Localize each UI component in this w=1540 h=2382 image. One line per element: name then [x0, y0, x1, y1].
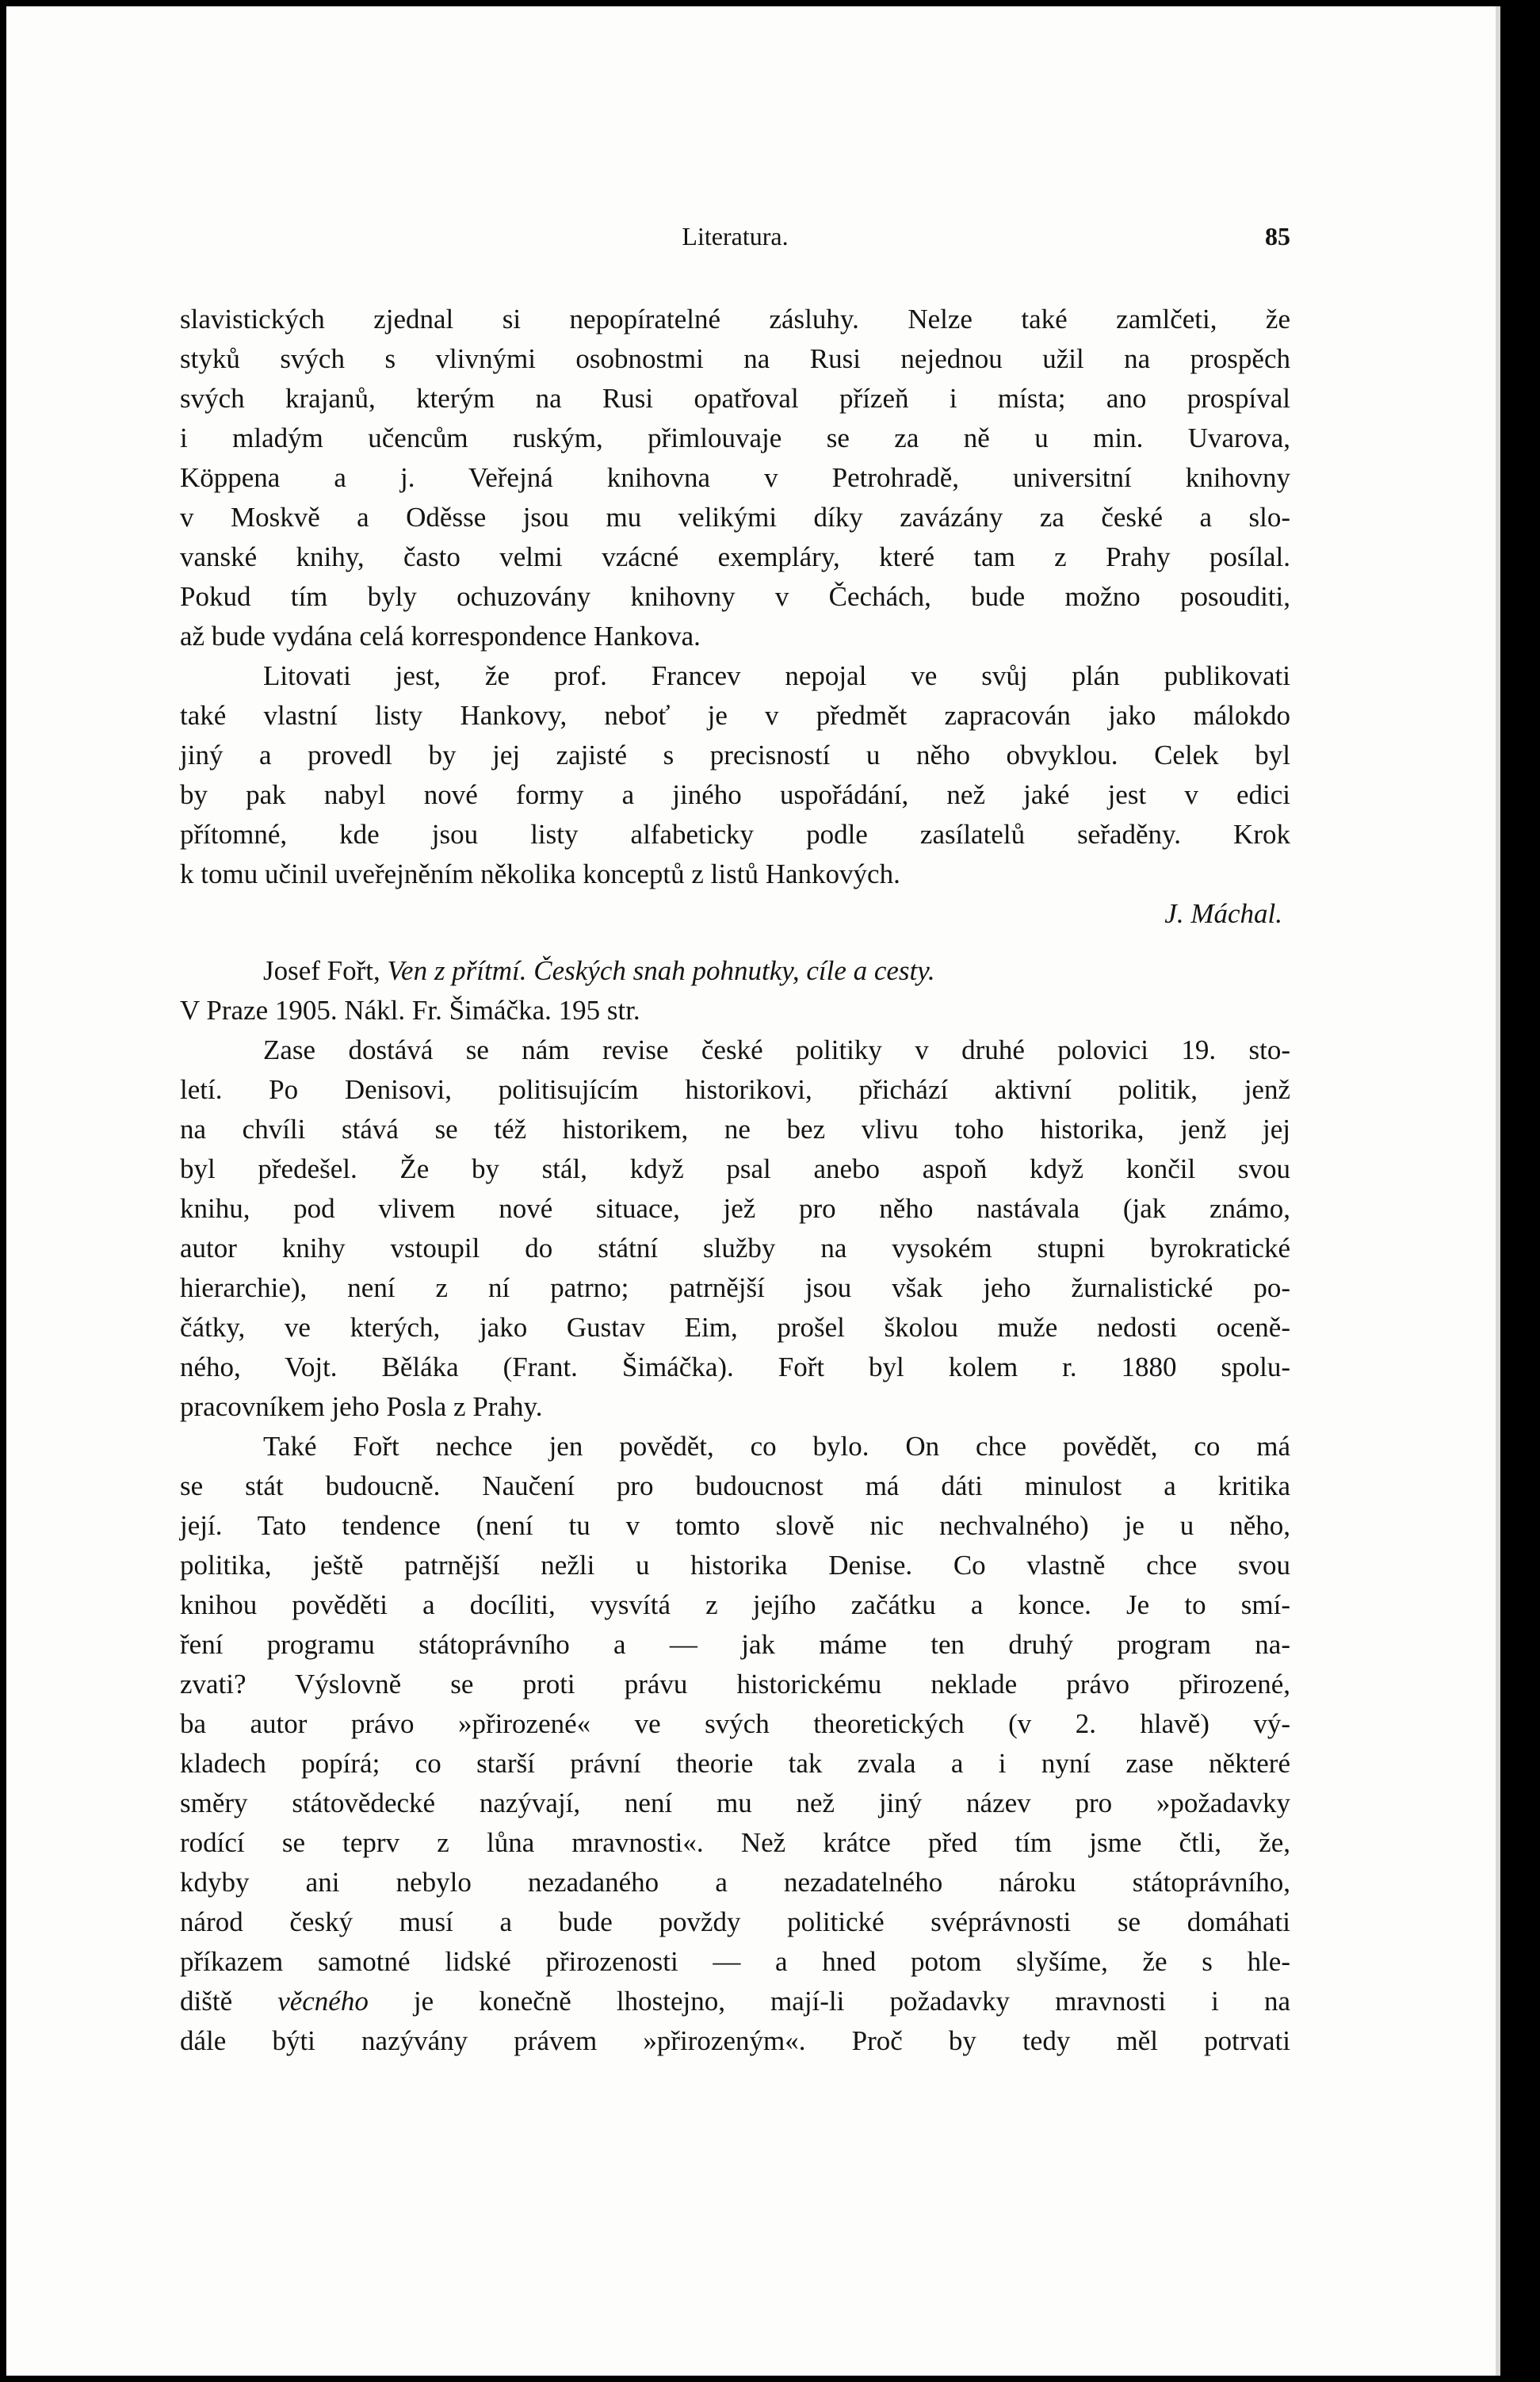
text-line: letí. Po Denisovi, politisujícím historikovi, přichází aktivní politik, jenž	[180, 1074, 1290, 1105]
text-line: politika, ještě patrnější nežli u historika Denise. Co vlastně chce svou	[180, 1550, 1290, 1581]
text-line-mixed	[180, 1982, 1290, 2021]
body-text	[180, 300, 1290, 2061]
text-line: kdyby ani nebylo nezadaného a nezadatelného nároku státoprávního,	[180, 1867, 1290, 1898]
paragraph-4	[180, 1427, 1290, 2061]
text-line: směry státovědecké nazývají, není mu než jiný název pro »požadavky	[180, 1787, 1290, 1818]
paragraph-1	[180, 300, 1290, 656]
scanned-page	[6, 6, 1500, 2376]
text-line: vanské knihy, často velmi vzácné exempláry, které tam z Prahy posílal.	[180, 541, 1290, 572]
text-line: pracovníkem jeho Posla z Prahy.	[180, 1391, 543, 1422]
text-line: kladech popírá; co starší právní theorie tak zvala a i nyní zase některé	[180, 1748, 1290, 1779]
running-title: Literatura.	[682, 222, 789, 250]
text-line: knihou pověděti a docíliti, vysvítá z jejího začátku a konce. Je to smí-	[180, 1589, 1290, 1620]
text-fragment: diště	[180, 1986, 233, 2017]
author-signature: J. Máchal.	[1164, 898, 1282, 929]
text-line: až bude vydána celá korrespondence Hankova.	[180, 621, 701, 652]
text-line: Köppena a j. Veřejná knihovna v Petrohradě, universitní knihovny	[180, 462, 1290, 493]
page-number: 85	[1265, 222, 1290, 250]
text-line: hierarchie), není z ní patrno; patrnější jsou však jeho žurnalistické po-	[180, 1272, 1290, 1303]
text-line: Také Fořt nechce jen povědět, co bylo. On chce povědět, co má	[263, 1431, 1290, 1462]
text-line: se stát budoucně. Naučení pro budoucnost má dáti minulost a kritika	[180, 1470, 1290, 1501]
text-line: ření programu státoprávního a — jak máme ten druhý program na-	[180, 1629, 1290, 1660]
paragraph-2	[180, 656, 1290, 934]
text-line: zvati? Výslovně se proti právu historickému neklade právo přirozené,	[180, 1669, 1290, 1700]
text-line: rodící se teprv z lůna mravnosti«. Než krátce před tím jsme čtli, že,	[180, 1827, 1290, 1858]
text-line: styků svých s vlivnými osobnostmi na Rusi nejednou užil na prospěch	[180, 343, 1290, 374]
text-line: autor knihy vstoupil do státní služby na vysokém stupni byrokratické	[180, 1233, 1290, 1264]
text-line: v Moskvě a Oděsse jsou mu velikými díky zavázány za české a slo-	[180, 502, 1290, 533]
text-line: dále býti nazývány právem »přirozeným«. Proč by tedy měl potrvati	[180, 2025, 1290, 2056]
text-line: Litovati jest, že prof. Francev nepojal ve svůj plán publikovati	[263, 660, 1290, 691]
text-line: národ český musí a bude povždy politické svéprávnosti se domáhati	[180, 1906, 1290, 1937]
text-line: jiný a provedl by jej zajisté s precisností u něho obvyklou. Celek byl	[180, 740, 1290, 770]
text-line: čátky, ve kterých, jako Gustav Eim, prošel školou muže nedosti oceně-	[180, 1312, 1290, 1343]
text-line: přítomné, kde jsou listy alfabeticky podle zasílatelů seřaděny. Krok	[180, 819, 1290, 850]
text-fragment: je konečně lhostejno, mají-li požadavky mravnosti i na	[413, 1986, 1291, 2017]
review-book-title: Ven z přítmí. Českých snah pohnutky, cíle a cesty.	[387, 955, 935, 986]
review-heading	[180, 951, 1290, 1030]
text-line: by pak nabyl nové formy a jiného uspořádání, než jaké jest v edici	[180, 779, 1290, 810]
italic-word: věcného	[277, 1986, 369, 2017]
paragraph-3	[180, 1030, 1290, 1427]
review-author: Josef Fořt,	[263, 955, 380, 986]
text-line: příkazem samotné lidské přirozenosti — a hned potom slyšíme, že s hle-	[180, 1946, 1290, 1977]
text-line: knihu, pod vlivem nové situace, jež pro něho nastávala (jak známo,	[180, 1193, 1290, 1224]
text-line: na chvíli stává se též historikem, ne bez vlivu toho historika, jenž jej	[180, 1114, 1290, 1145]
text-line: také vlastní listy Hankovy, neboť je v předmět zapracován jako málokdo	[180, 700, 1290, 731]
text-line: Pokud tím byly ochuzovány knihovny v Čechách, bude možno posouditi,	[180, 581, 1290, 612]
text-line: slavistických zjednal si nepopíratelné zásluhy. Nelze také zamlčeti, že	[180, 304, 1290, 335]
text-line: i mladým učencům ruským, přimlouvaje se za ně u min. Uvarova,	[180, 422, 1290, 453]
text-line: ného, Vojt. Běláka (Frant. Šimáčka). Fořt byl kolem r. 1880 spolu-	[180, 1352, 1290, 1382]
text-line: ba autor právo »přirozené« ve svých theoretických (v 2. hlavě) vý-	[180, 1708, 1290, 1739]
text-line: Zase dostává se nám revise české politiky v druhé polovici 19. sto-	[263, 1034, 1290, 1065]
text-line: její. Tato tendence (není tu v tomto slově nic nechvalného) je u něho,	[180, 1510, 1290, 1541]
review-imprint: V Praze 1905. Nákl. Fr. Šimáčka. 195 str.	[180, 995, 640, 1026]
text-line: k tomu učinil uveřejněním několika konceptů z listů Hankových.	[180, 858, 900, 889]
text-line: byl předešel. Že by stál, když psal anebo aspoň když končil svou	[180, 1153, 1290, 1184]
text-line: svých krajanů, kterým na Rusi opatřoval přízeň i místa; ano prospíval	[180, 383, 1290, 414]
review-citation	[180, 951, 1290, 991]
